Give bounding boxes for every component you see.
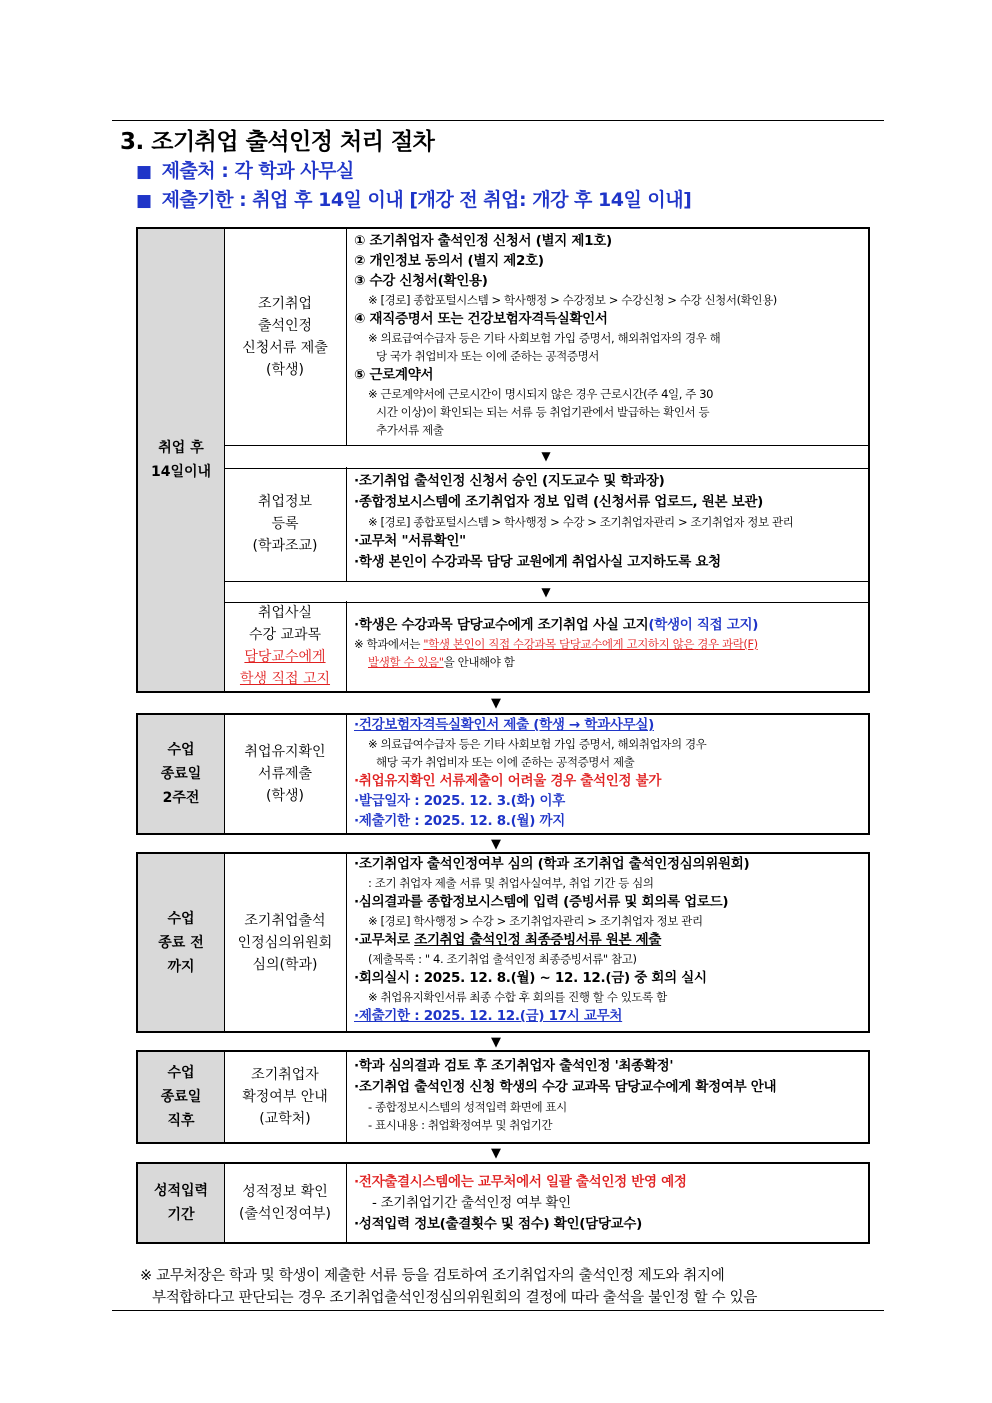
top-rule [112,120,884,121]
task-line: ·교무처로 조기취업 출석인정 최종증빙서류 원본 제출 [354,932,662,948]
arrow-down-icon: ▼ [491,1035,501,1050]
row-content [346,1052,868,1142]
doc-item-4: ④ 재직증명서 또는 건강보험자격득실확인서 [354,311,608,327]
submit-to-text: 제출처 : 각 학과 사무실 [161,160,354,182]
row-label: 취업사실 수강 교과목 담당교수에게 학생 직접 고지 [224,601,347,691]
note-line: ※ 취업유지확인서류 최종 수합 후 회의를 진행 할 수 있도록 함 [368,990,667,1004]
row-committee-review [224,854,868,1031]
row-info-registration [224,467,868,581]
block-two-weeks-before-end [136,713,870,835]
note-line: ※ 의료급여수급자 등은 기타 사회보험 가입 증명서, 해외취업자의 경우 해 [368,331,721,345]
row-label: 조기취업자 확정여부 안내 (교학처) [224,1052,347,1142]
submit-to [136,156,354,183]
footnote-line-2: 부적합하다고 판단되는 경우 조기취업출석인정심의위원회의 결정에 따라 출석을 불인정 할 수 있음 [152,1290,758,1306]
submit-deadline-date: ·제출기한 : 2025. 12. 8.(월) 까지 [354,813,565,829]
row-confirmation-notice [224,1052,868,1142]
row-content [346,467,868,581]
note-line: ※ 근로계약서에 근로시간이 명시되지 않은 경우 근로시간(주 4일, 주 30 [368,387,714,401]
note-line: : 조기 취업자 제출 서류 및 취업사실여부, 취업 기간 등 심의 [368,876,654,890]
note-line: - 종합정보시스템의 성적입력 화면에 표시 [368,1100,567,1114]
stage-label: 수업 종료일 2주전 [138,715,225,833]
row-label: 취업유지확인 서류제출 (학생) [224,715,347,833]
note-line: 시간 이상)이 확인되는 되는 서류 등 취업기관에서 발급하는 확인서 등 [376,405,710,419]
task-line: ·종합정보시스템에 조기취업자 정보 입력 (신청서류 업로드, 원본 보관) [354,494,763,510]
stage-label: 수업 종료 전 까지 [138,854,225,1031]
arrow-down-icon: ▼ [491,837,501,852]
doc-item-2: ② 개인정보 동의서 (별지 제2호) [354,253,544,269]
row-label-highlight: 담당교수에게 학생 직접 고지 [239,649,331,687]
committee-deadline: ·제출기한 : 2025. 12. 12.(금) 17시 교무처 [354,1008,623,1024]
row-application-docs [224,229,868,445]
task-line: ·학생 본인이 수강과목 담당 교원에게 취업사실 고지하도록 요청 [354,554,721,570]
note-line: ※ 의료급여수급자 등은 기타 사회보험 가입 증명서, 해외취업자의 경우 [368,737,707,751]
doc-item-5: ⑤ 근로계약서 [354,367,434,383]
row-content [346,1164,868,1242]
arrow-down-icon: ▼ [491,1146,501,1161]
task-line: ·성적입력 정보(출결횟수 및 점수) 확인(담당교수) [354,1216,642,1232]
task-line: ·학생은 수강과목 담당교수에게 조기취업 사실 고지(학생이 직접 고지) [354,617,759,633]
task-line: ·조기취업자 출석인정여부 심의 (학과 조기취업 출석인정심의위원회) [354,856,750,872]
arrow-down-icon: ▼ [224,581,868,603]
row-employment-proof [224,715,868,833]
note-line: 발생할 수 있음"을 안내해야 함 [368,655,515,669]
footnote-line-1: ※ 교무처장은 학과 및 학생이 제출한 서류 등을 검토하여 조기취업자의 출석인정 제도와 취지에 [140,1268,725,1284]
task-line: ·조기취업 출석인정 신청서 승인 (지도교수 및 학과장) [354,473,665,489]
row-label: 조기취업출석 인정심의위원회 심의(학과) [224,854,347,1031]
row-label: 성적정보 확인 (출석인정여부) [224,1164,347,1242]
issue-date: ·발급일자 : 2025. 12. 3.(화) 이후 [354,793,565,809]
arrow-down-icon: ▼ [491,696,501,711]
task-line: ·취업유지확인 서류제출이 어려울 경우 출석인정 불가 [354,773,662,789]
block-grade-entry [136,1162,870,1244]
block-after-employment [136,227,870,693]
row-label: 조기취업 출석인정 신청서류 제출 (학생) [224,229,347,445]
sub-line: - 조기취업기간 출석인정 여부 확인 [372,1195,571,1211]
row-label: 취업정보 등록 (학과조교) [224,467,347,581]
doc-item-3: ③ 수강 신청서(확인용) [354,273,488,289]
note-line: ※ 학과에서는 "학생 본인이 직접 수강과목 담당교수에게 고지하지 않은 경우 과락(F) [354,637,758,651]
submit-deadline [136,185,691,212]
arrow-down-icon: ▼ [224,445,868,469]
note-line: - 표시내용 : 취업확정여부 및 취업기간 [368,1118,553,1132]
note-line: ※ [경로] 종합포털시스템 > 학사행정 > 수강정보 > 수강신청 > 수강 신청서(확인용) [368,293,777,307]
task-line: ·조기취업 출석인정 신청 학생의 수강 교과목 담당교수에게 확정여부 안내 [354,1079,777,1095]
note-line: 당 국가 취업비자 또는 이에 준하는 공적증명서 [376,349,600,363]
doc-item-1: ① 조기취업자 출석인정 신청서 (별지 제1호) [354,233,612,249]
square-bullet-icon: ■ [136,191,152,211]
meeting-date: ·회의실시 : 2025. 12. 8.(월) ~ 12. 12.(금) 중 회의 실시 [354,970,707,986]
task-line: ·교무처 "서류확인" [354,533,466,549]
stage-label: 성적입력 기간 [138,1164,225,1242]
row-content [346,229,868,445]
note-line: 해당 국가 취업비자 또는 이에 준하는 공적증명서 제출 [376,755,635,769]
note-line: (제출목록 : " 4. 조기취업 출석인정 최종증빙서류" 참고) [368,952,637,966]
note-line: 추가서류 제출 [376,423,444,437]
row-content [346,854,868,1031]
task-line: ·심의결과를 종합정보시스템에 입력 (증빙서류 및 회의록 업로드) [354,894,729,910]
row-grade-info-check [224,1164,868,1242]
square-bullet-icon: ■ [136,162,152,182]
submit-deadline-text: 제출기한 : 취업 후 14일 이내 [개강 전 취업: 개강 후 14일 이내] [161,189,692,211]
stage-label: 취업 후 14일이내 [138,229,225,691]
stage-label: 수업 종료일 직후 [138,1052,225,1142]
block-right-after-end [136,1050,870,1144]
task-line: ·건강보험자격득실확인서 제출 (학생 → 학과사무실) [354,717,654,733]
block-before-class-end [136,852,870,1033]
page-title: 3. 조기취업 출석인정 처리 절차 [120,129,435,155]
task-line: ·학과 심의결과 검토 후 조기취업자 출석인정 '최종확정' [354,1058,674,1074]
bottom-rule [112,1310,884,1311]
task-line: ·전자출결시스템에는 교무처에서 일괄 출석인정 반영 예정 [354,1174,687,1190]
note-line: ※ [경로] 종합포털시스템 > 학사행정 > 수강 > 조기취업자관리 > 조기취업자 정보 관리 [368,515,794,529]
row-content [346,715,868,833]
row-content [346,601,868,691]
row-notify-professor [224,601,868,691]
note-line: ※ [경로] 학사행정 > 수강 > 조기취업자관리 > 조기취업자 정보 관리 [368,914,703,928]
